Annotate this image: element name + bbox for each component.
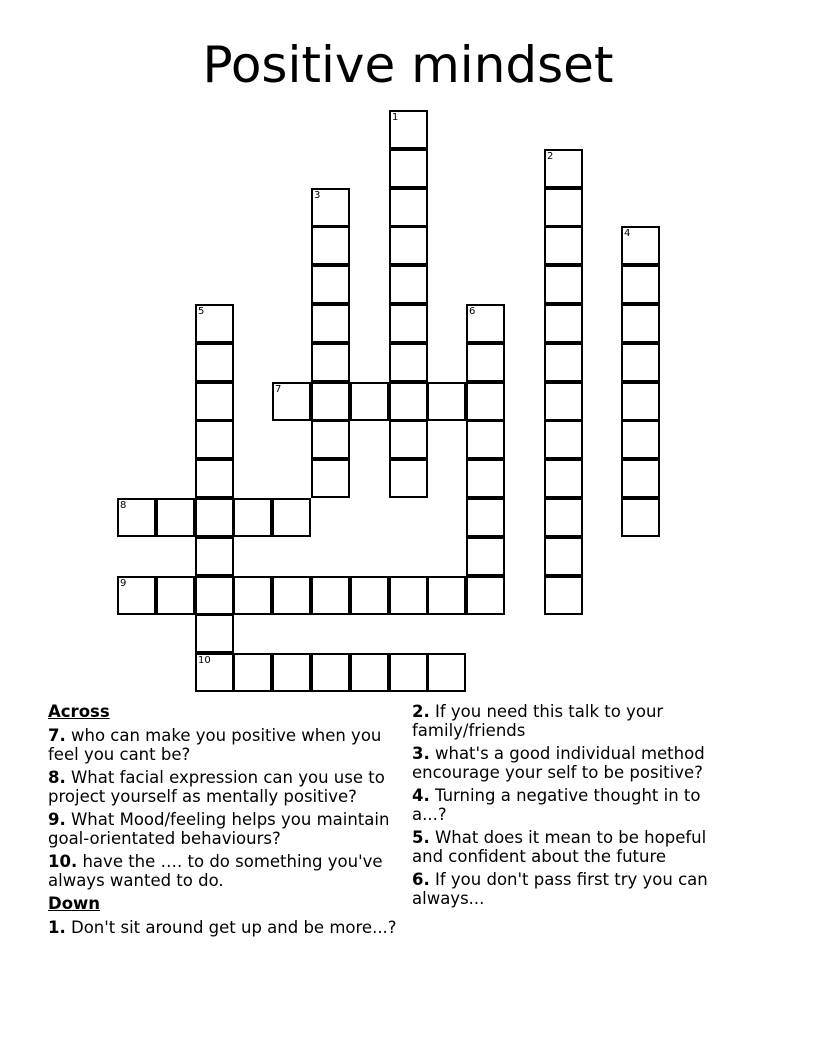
grid-cell[interactable] xyxy=(195,498,234,537)
grid-cell[interactable] xyxy=(389,576,428,615)
cell-number: 2 xyxy=(547,151,554,162)
grid-cell[interactable] xyxy=(195,614,234,653)
cell-number: 5 xyxy=(198,306,205,317)
grid-cell[interactable] xyxy=(389,265,428,304)
clue-number: 6. xyxy=(412,870,430,889)
clue-number: 7. xyxy=(48,726,66,745)
clue-text: If you need this talk to your family/friends xyxy=(412,702,664,740)
grid-cell[interactable] xyxy=(195,537,234,576)
grid-cell[interactable] xyxy=(544,537,583,576)
grid-cell[interactable] xyxy=(466,382,505,421)
grid-cell[interactable] xyxy=(117,576,156,615)
grid-cell[interactable] xyxy=(311,653,350,692)
grid-cell[interactable] xyxy=(466,459,505,498)
grid-cell[interactable] xyxy=(466,576,505,615)
grid-cell[interactable] xyxy=(544,382,583,421)
grid-cell[interactable] xyxy=(311,265,350,304)
cell-number: 9 xyxy=(120,578,127,589)
grid-cell[interactable] xyxy=(621,498,660,537)
clue-text: If you don't pass first try you can always... xyxy=(412,870,708,908)
cell-number: 3 xyxy=(314,190,321,201)
clue-number: 5. xyxy=(412,828,430,847)
grid-cell[interactable] xyxy=(389,226,428,265)
clue-down-1 xyxy=(48,918,403,937)
grid-cell[interactable] xyxy=(311,459,350,498)
cell-number: 8 xyxy=(120,500,127,511)
grid-cell[interactable] xyxy=(350,382,389,421)
grid-cell[interactable] xyxy=(350,576,389,615)
grid-cell[interactable] xyxy=(389,653,428,692)
grid-cell[interactable] xyxy=(117,498,156,537)
grid-cell[interactable] xyxy=(621,304,660,343)
grid-cell[interactable] xyxy=(389,382,428,421)
grid-cell[interactable] xyxy=(621,226,660,265)
grid-cell[interactable] xyxy=(544,304,583,343)
clue-text: What Mood/feeling helps you maintain goal-orientated behaviours? xyxy=(48,810,390,848)
grid-cell[interactable] xyxy=(427,382,466,421)
grid-cell[interactable] xyxy=(233,653,272,692)
clue-across-7 xyxy=(48,726,403,764)
grid-cell[interactable] xyxy=(311,576,350,615)
grid-cell[interactable] xyxy=(544,498,583,537)
cell-number: 6 xyxy=(469,306,476,317)
grid-cell[interactable] xyxy=(233,498,272,537)
grid-cell[interactable] xyxy=(466,537,505,576)
cell-number: 1 xyxy=(392,112,399,123)
grid-cell[interactable] xyxy=(389,188,428,227)
grid-cell[interactable] xyxy=(544,149,583,188)
grid-cell[interactable] xyxy=(272,382,311,421)
grid-cell[interactable] xyxy=(544,576,583,615)
clues-left-column xyxy=(48,702,403,941)
clue-text: who can make you positive when you feel you cant be? xyxy=(48,726,382,764)
grid-cell[interactable] xyxy=(621,265,660,304)
clue-number: 8. xyxy=(48,768,66,787)
clue-text: Don't sit around get up and be more...? xyxy=(65,918,397,937)
grid-cell[interactable] xyxy=(195,420,234,459)
grid-cell[interactable] xyxy=(311,188,350,227)
grid-cell[interactable] xyxy=(466,343,505,382)
cell-number: 10 xyxy=(198,655,211,666)
grid-cell[interactable] xyxy=(389,304,428,343)
grid-cell[interactable] xyxy=(466,498,505,537)
cell-number: 4 xyxy=(624,228,631,239)
grid-cell[interactable] xyxy=(195,653,234,692)
grid-cell[interactable] xyxy=(466,420,505,459)
clue-down-2 xyxy=(412,702,732,740)
clue-across-9 xyxy=(48,810,403,848)
grid-cell[interactable] xyxy=(272,576,311,615)
grid-cell[interactable] xyxy=(544,459,583,498)
clue-number: 9. xyxy=(48,810,66,829)
clue-down-5 xyxy=(412,828,732,866)
clue-number: 3. xyxy=(412,744,430,763)
grid-cell[interactable] xyxy=(389,110,428,149)
across-heading: Across xyxy=(48,702,110,721)
cell-number: 7 xyxy=(275,384,282,395)
clue-number: 10. xyxy=(48,852,78,871)
grid-cell[interactable] xyxy=(195,459,234,498)
clue-down-4 xyxy=(412,786,732,824)
grid-cell[interactable] xyxy=(389,343,428,382)
grid-cell[interactable] xyxy=(156,498,195,537)
grid-cell[interactable] xyxy=(544,343,583,382)
grid-cell[interactable] xyxy=(195,343,234,382)
grid-cell[interactable] xyxy=(389,459,428,498)
grid-cell[interactable] xyxy=(389,149,428,188)
clue-number: 1. xyxy=(48,918,66,937)
grid-cell[interactable] xyxy=(156,576,195,615)
grid-cell[interactable] xyxy=(272,653,311,692)
grid-cell[interactable] xyxy=(233,576,272,615)
clues-right-column xyxy=(412,702,732,912)
grid-cell[interactable] xyxy=(350,653,389,692)
clue-text: What does it mean to be hopeful and confident about the future xyxy=(412,828,707,866)
grid-cell[interactable] xyxy=(621,343,660,382)
grid-cell[interactable] xyxy=(195,576,234,615)
clue-text: Turning a negative thought in to a...? xyxy=(412,786,701,824)
clue-down-6 xyxy=(412,870,732,908)
clue-text: have the …. to do something you've always wanted to do. xyxy=(48,852,383,890)
grid-cell[interactable] xyxy=(311,304,350,343)
clue-number: 4. xyxy=(412,786,430,805)
clue-text: what's a good individual method encourage your self to be positive? xyxy=(412,744,705,782)
grid-cell[interactable] xyxy=(427,653,466,692)
grid-cell[interactable] xyxy=(195,304,234,343)
grid-cell[interactable] xyxy=(544,265,583,304)
clue-across-10 xyxy=(48,852,403,890)
down-heading: Down xyxy=(48,894,101,913)
grid-cell[interactable] xyxy=(621,459,660,498)
clue-across-8 xyxy=(48,768,403,806)
clue-number: 2. xyxy=(412,702,430,721)
grid-cell[interactable] xyxy=(311,343,350,382)
grid-cell[interactable] xyxy=(544,420,583,459)
page-title: Positive mindset xyxy=(202,36,614,94)
grid-cell[interactable] xyxy=(311,382,350,421)
grid-cell[interactable] xyxy=(544,188,583,227)
grid-cell[interactable] xyxy=(272,498,311,537)
grid-cell[interactable] xyxy=(389,420,428,459)
grid-cell[interactable] xyxy=(621,420,660,459)
grid-cell[interactable] xyxy=(311,420,350,459)
grid-cell[interactable] xyxy=(544,226,583,265)
clue-text: What facial expression can you use to project yourself as mentally positive? xyxy=(48,768,385,806)
clue-down-3 xyxy=(412,744,732,782)
grid-cell[interactable] xyxy=(427,576,466,615)
grid-cell[interactable] xyxy=(466,304,505,343)
grid-cell[interactable] xyxy=(311,226,350,265)
grid-cell[interactable] xyxy=(195,382,234,421)
grid-cell[interactable] xyxy=(621,382,660,421)
